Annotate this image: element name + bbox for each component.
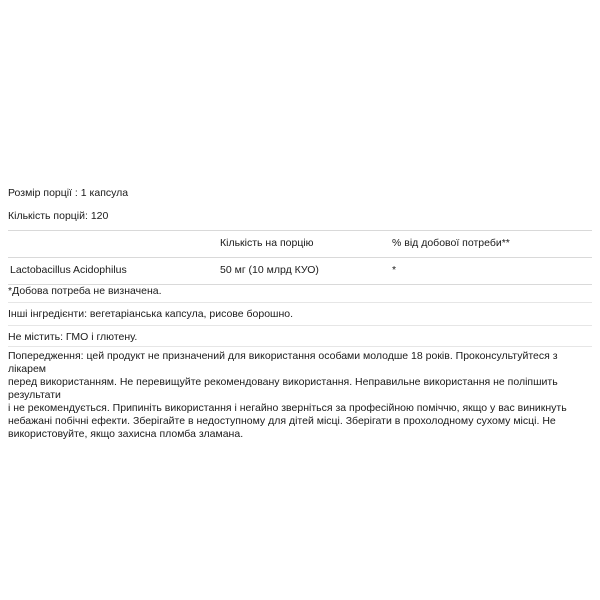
table-row	[8, 258, 592, 284]
supplement-facts-table	[8, 230, 592, 285]
ingredient-amount: 50 мг (10 млрд КУО)	[220, 264, 319, 276]
daily-value-note: *Добова потреба не визначена.	[8, 285, 162, 297]
ingredient-name: Lactobacillus Acidophilus	[10, 264, 127, 276]
serving-size: Розмір порції : 1 капсула	[8, 187, 129, 199]
warning-line: небажані побічні ефекти. Зберігайте в недоступному для дітей місці. Зберігати в прохолодному сухому місці. Не	[8, 415, 556, 427]
warning-line: перед використанням. Не перевищуйте рекомендовану використання. Неправильне використання не поліпшить результати	[8, 376, 558, 401]
does-not-contain: Не містить: ГМО і глютену.	[8, 331, 138, 343]
table-header-daily-value: % від добової потреби**	[392, 237, 510, 249]
warning-text	[8, 350, 593, 441]
table-header-row	[8, 231, 592, 257]
separator	[8, 325, 592, 326]
warning-line: Попередження: цей продукт не призначений для використання особами молодше 18 років. Проконсультуйтеся з лікарем	[8, 350, 558, 375]
warning-line: використовуйте, якщо захисна пломба зламана.	[8, 428, 244, 440]
separator	[8, 346, 592, 347]
separator	[8, 302, 592, 303]
other-ingredients: Інші інгредієнти: вегетаріанська капсула, рисове борошно.	[8, 308, 294, 320]
warning-line: і не рекомендується. Припиніть використання і негайно зверніться за професійною поміччю, якщо у вас виникнуть	[8, 402, 567, 414]
table-header-amount: Кількість на порцію	[220, 237, 314, 249]
servings-count: Кількість порцій: 120	[8, 210, 109, 222]
ingredient-daily-value: *	[392, 264, 397, 276]
